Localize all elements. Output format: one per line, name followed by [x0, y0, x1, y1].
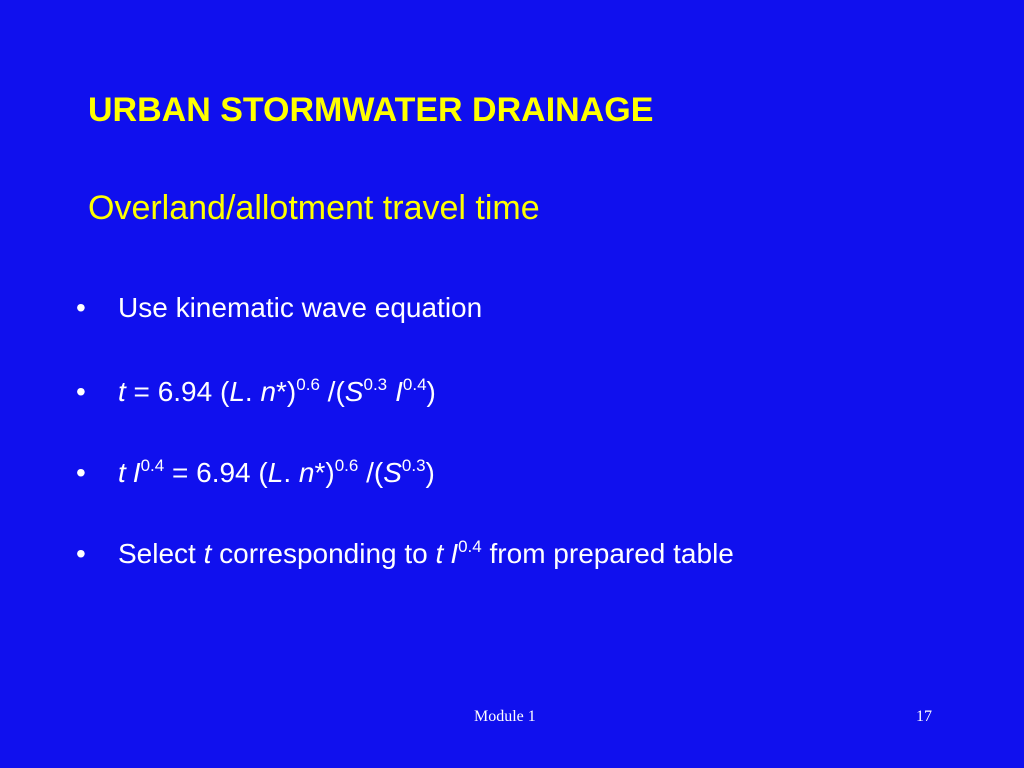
equation-coefficient: 6.94 ( [157, 376, 230, 407]
bullet-text: Select [118, 538, 204, 569]
equation-dot: . [283, 457, 299, 488]
equation-var-L: L [267, 457, 284, 488]
footer-module: Module 1 [474, 708, 536, 725]
bullet-marker: • [76, 376, 86, 407]
equation-var-S: S [344, 376, 364, 407]
equation-var-n: n [298, 457, 315, 488]
equation-exponent: 0.3 [401, 456, 426, 475]
equation-equals: = [164, 457, 197, 488]
footer-page-number: 17 [916, 708, 932, 725]
equation-divide: /( [319, 376, 345, 407]
equation-exponent: 0.6 [334, 456, 359, 475]
equation-equals: = [125, 376, 158, 407]
equation-var-I: I [395, 376, 403, 407]
equation-var-n: n [260, 376, 277, 407]
equation-var-I: I [450, 538, 459, 569]
equation-star: *) [276, 376, 297, 407]
bullet-item [76, 374, 436, 410]
equation-exponent: 0.3 [363, 375, 388, 394]
bullet-item [76, 536, 734, 572]
equation-star: *) [314, 457, 335, 488]
equation-var-S: S [383, 457, 402, 488]
equation-var-t: t [435, 538, 444, 569]
equation-exponent: 0.6 [296, 375, 320, 394]
bullet-marker: • [76, 457, 86, 488]
equation-exponent: 0.4 [458, 537, 482, 556]
equation-exponent: 0.4 [402, 375, 427, 394]
slide-subtitle: Overland/allotment travel time [88, 189, 540, 227]
equation-dot: . [244, 376, 261, 407]
equation-var-t: t [203, 538, 212, 569]
equation-close: ) [426, 376, 436, 407]
equation-var-t: t [118, 376, 126, 407]
equation-var-L: L [229, 376, 245, 407]
bullet-marker: • [76, 292, 86, 323]
equation-var-I: I [132, 457, 141, 488]
bullet-text: from prepared table [481, 538, 734, 569]
bullet-text: corresponding to [211, 538, 436, 569]
equation-divide: /( [358, 457, 384, 488]
equation-coefficient: 6.94 ( [196, 457, 268, 488]
bullet-text: Use kinematic wave equation [118, 292, 483, 323]
equation-close: ) [425, 457, 435, 488]
equation-var-t: t [118, 457, 126, 488]
bullet-item [76, 290, 482, 326]
bullet-item [76, 455, 435, 491]
bullet-marker: • [76, 538, 86, 569]
slide-title: URBAN STORMWATER DRAINAGE [88, 91, 654, 129]
equation-exponent: 0.4 [140, 456, 165, 475]
